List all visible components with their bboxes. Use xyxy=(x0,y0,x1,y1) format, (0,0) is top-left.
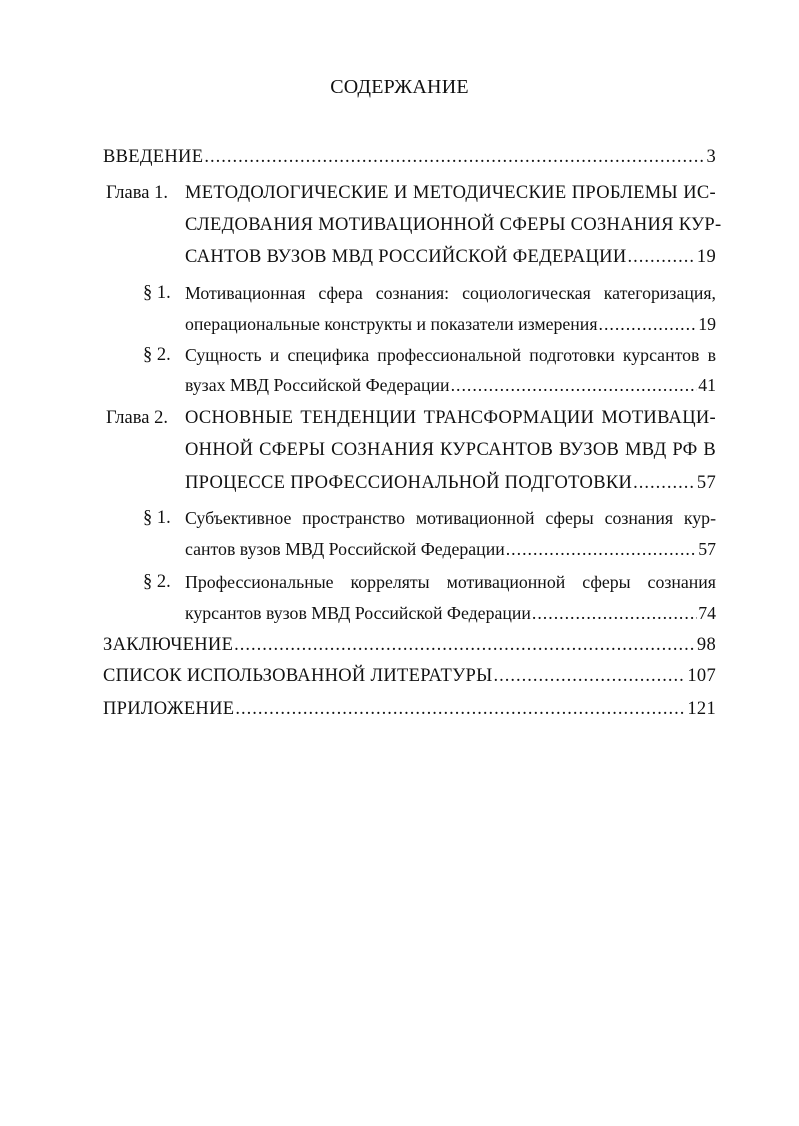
section-1-1-label: § 1. xyxy=(143,283,171,303)
toc-entry-text: ПРИЛОЖЕНИЕ xyxy=(103,699,235,719)
toc-page-number: 107 xyxy=(687,666,716,686)
toc-entry-text: СПИСОК ИСПОЛЬЗОВАННОЙ ЛИТЕРАТУРЫ xyxy=(103,666,493,686)
section-2-1-title-line-1[interactable]: Субъективное пространство мотивационной сферы сознания кур- xyxy=(185,508,716,528)
section-2-2-label: § 2. xyxy=(143,572,171,592)
leader-dots xyxy=(204,145,705,169)
toc-entry-references[interactable] xyxy=(103,664,716,688)
section-2-2-title-line-1[interactable]: Профессиональные корреляты мотивационной сферы сознания xyxy=(185,572,716,592)
toc-entry-text: операциональные конструкты и показатели измерения xyxy=(185,314,598,334)
section-1-2-title-line-1[interactable]: Сущность и специфика профессиональной подготовки курсантов в xyxy=(185,345,716,365)
toc-entry-text: курсантов вузов МВД Российской Федерации xyxy=(185,603,531,623)
toc-page-number: 121 xyxy=(687,699,716,719)
page-title: СОДЕРЖАНИЕ xyxy=(330,76,469,98)
leader-dots xyxy=(494,664,687,688)
chapter-2-label: Глава 2. xyxy=(106,408,168,428)
toc-page-number: 57 xyxy=(696,473,716,493)
toc-entry-chapter-2[interactable] xyxy=(185,471,716,495)
toc-entry-text: вузах МВД Российской Федерации xyxy=(185,375,450,395)
chapter-1-label: Глава 1. xyxy=(106,183,168,203)
chapter-1-title-line-2[interactable]: СЛЕДОВАНИЯ МОТИВАЦИОННОЙ СФЕРЫ СОЗНАНИЯ КУР- xyxy=(185,215,722,235)
toc-page-number: 41 xyxy=(698,375,716,395)
toc-page-number: 74 xyxy=(698,603,716,623)
toc-entry-text: ЗАКЛЮЧЕНИЕ xyxy=(103,635,234,655)
section-1-1-title-line-1[interactable]: Мотивационная сфера сознания: социологическая категоризация, xyxy=(185,283,716,303)
leader-dots xyxy=(633,471,696,495)
toc-entry-text: сантов вузов МВД Российской Федерации xyxy=(185,539,505,559)
chapter-1-title-line-1[interactable]: МЕТОДОЛОГИЧЕСКИЕ И МЕТОДИЧЕСКИЕ ПРОБЛЕМЫ ИС- xyxy=(185,183,716,203)
toc-entry-section-1-1[interactable] xyxy=(185,312,716,336)
leader-dots xyxy=(235,697,686,721)
toc-entry-section-2-2[interactable] xyxy=(185,601,716,625)
toc-entry-text: ПРОЦЕССЕ ПРОФЕССИОНАЛЬНОЙ ПОДГОТОВКИ xyxy=(185,473,633,493)
section-1-2-label: § 2. xyxy=(143,345,171,365)
leader-dots xyxy=(628,245,696,269)
toc-page-number: 57 xyxy=(698,539,716,559)
chapter-2-title-line-2[interactable]: ОННОЙ СФЕРЫ СОЗНАНИЯ КУРСАНТОВ ВУЗОВ МВД РФ В xyxy=(185,440,716,460)
leader-dots xyxy=(234,633,696,657)
leader-dots xyxy=(532,601,697,625)
section-2-1-label: § 1. xyxy=(143,508,171,528)
toc-entry-chapter-1[interactable] xyxy=(185,245,716,269)
toc-entry-text: ВВЕДЕНИЕ xyxy=(103,147,204,167)
toc-entry-appendix[interactable] xyxy=(103,697,716,721)
leader-dots xyxy=(506,537,697,561)
chapter-2-title-line-1[interactable]: ОСНОВНЫЕ ТЕНДЕНЦИИ ТРАНСФОРМАЦИИ МОТИВАЦИ- xyxy=(185,408,716,428)
toc-page-number: 19 xyxy=(696,247,716,267)
leader-dots xyxy=(599,312,698,336)
leader-dots xyxy=(451,373,698,397)
toc-entry-text: САНТОВ ВУЗОВ МВД РОССИЙСКОЙ ФЕДЕРАЦИИ xyxy=(185,247,627,267)
toc-entry-conclusion[interactable] xyxy=(103,633,716,657)
toc-entry-section-2-1[interactable] xyxy=(185,537,716,561)
toc-entry-introduction[interactable] xyxy=(103,145,716,169)
toc-entry-section-1-2[interactable] xyxy=(185,373,716,397)
toc-page-number: 19 xyxy=(698,314,716,334)
toc-page-number: 3 xyxy=(706,147,716,167)
toc-page-number: 98 xyxy=(696,635,716,655)
